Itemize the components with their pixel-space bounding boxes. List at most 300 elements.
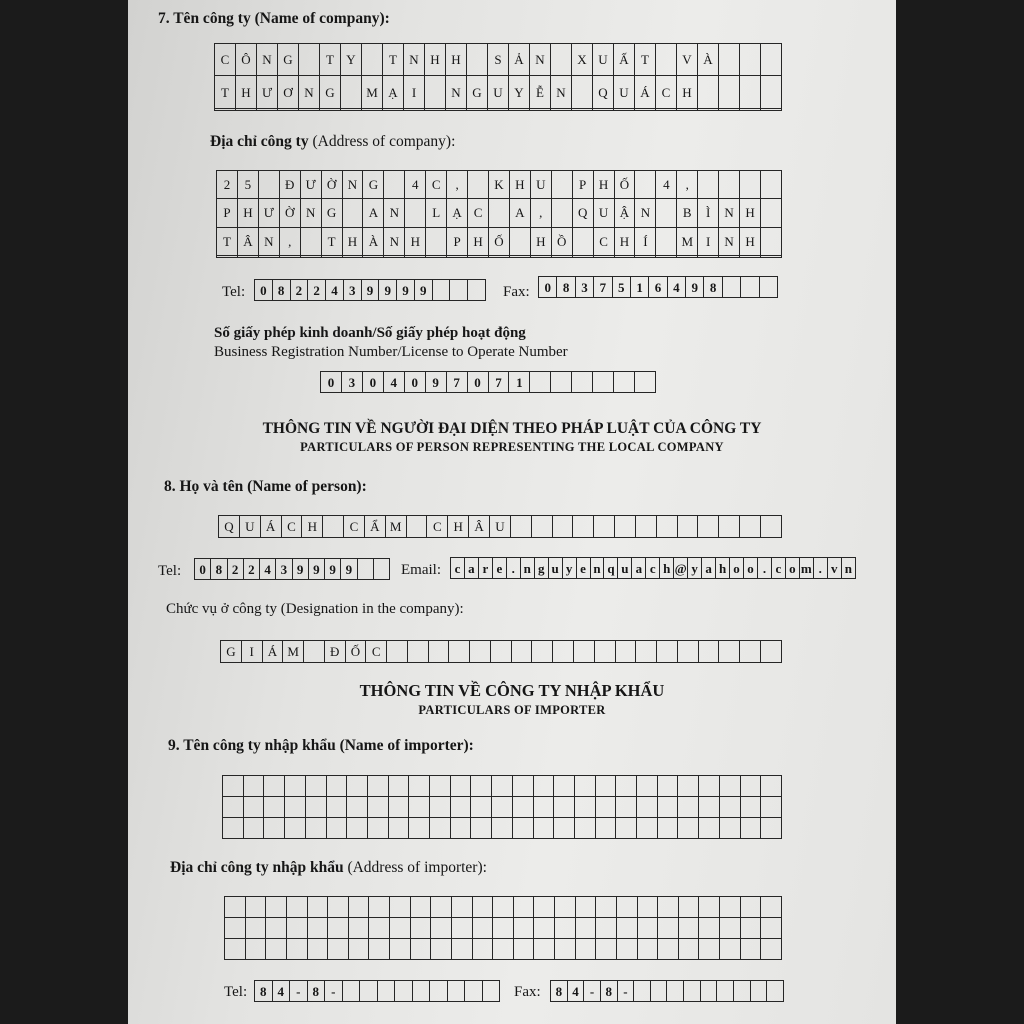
char-box — [740, 797, 761, 818]
char-box: c — [771, 558, 785, 579]
char-box — [572, 108, 593, 110]
char-box — [243, 818, 264, 839]
char-box — [635, 255, 656, 257]
char-box: H — [677, 76, 698, 108]
char-box — [658, 939, 679, 960]
char-box: N — [551, 76, 572, 108]
char-box — [488, 255, 509, 257]
grid-row — [321, 372, 656, 393]
char-box: v — [827, 558, 841, 579]
grid-row — [217, 171, 782, 199]
char-box — [532, 641, 553, 663]
char-box — [492, 818, 513, 839]
char-box — [410, 897, 431, 918]
char-box: T — [320, 44, 341, 76]
char-box — [348, 918, 369, 939]
license-number-boxes — [320, 371, 656, 393]
char-box: 4 — [326, 280, 344, 301]
char-box — [217, 255, 238, 257]
char-box — [555, 939, 576, 960]
char-box: Ố — [345, 641, 366, 663]
char-box — [593, 255, 614, 257]
char-box — [572, 227, 593, 255]
char-box: G — [278, 44, 299, 76]
char-box — [509, 255, 530, 257]
char-box — [596, 939, 617, 960]
char-box: Ô — [236, 44, 257, 76]
char-box: H — [448, 516, 469, 538]
char-box — [761, 897, 782, 918]
char-box: H — [530, 227, 551, 255]
char-box: N — [342, 171, 363, 199]
char-box: 8 — [211, 559, 227, 580]
grid-row — [195, 559, 390, 580]
char-box: 4 — [383, 372, 404, 393]
char-box — [657, 818, 678, 839]
char-box — [634, 981, 651, 1002]
char-box — [740, 897, 761, 918]
char-box — [409, 818, 430, 839]
char-box — [554, 797, 575, 818]
char-box — [395, 981, 413, 1002]
char-box — [390, 897, 411, 918]
char-box — [450, 776, 471, 797]
char-box: T — [383, 44, 404, 76]
char-box — [551, 255, 572, 257]
char-box — [258, 171, 279, 199]
char-box — [492, 776, 513, 797]
char-box — [388, 776, 409, 797]
char-box — [490, 641, 511, 663]
char-box — [223, 776, 244, 797]
char-box — [699, 939, 720, 960]
char-box: C — [366, 641, 387, 663]
char-box — [551, 44, 572, 76]
char-box — [760, 227, 781, 255]
char-box — [684, 981, 701, 1002]
char-box — [637, 897, 658, 918]
char-box: 8 — [272, 280, 290, 301]
char-box — [387, 641, 408, 663]
grid-row — [451, 558, 856, 579]
char-box — [761, 76, 782, 108]
grid-row — [255, 981, 500, 1002]
char-box — [245, 918, 266, 939]
char-box — [513, 939, 534, 960]
char-box — [468, 171, 489, 199]
char-box — [488, 199, 509, 227]
company-address-label: Địa chỉ công ty (Address of company): — [210, 133, 456, 150]
char-box — [305, 797, 326, 818]
company-address-grid — [216, 170, 782, 258]
char-box — [236, 108, 257, 110]
char-box: L — [426, 199, 447, 227]
char-box — [614, 108, 635, 110]
char-box — [596, 918, 617, 939]
char-box — [656, 516, 677, 538]
char-box — [572, 255, 593, 257]
char-box: 0 — [255, 280, 273, 301]
company-tel-boxes — [254, 279, 486, 301]
char-box — [348, 897, 369, 918]
char-box: G — [321, 199, 342, 227]
char-box — [432, 280, 450, 301]
grid-row — [225, 918, 782, 939]
char-box — [468, 280, 486, 301]
grid-row — [217, 227, 782, 255]
char-box — [635, 171, 656, 199]
char-box — [384, 171, 405, 199]
person-email-label: Email: — [401, 562, 441, 578]
char-box: 3 — [343, 280, 361, 301]
char-box: X — [572, 44, 593, 76]
char-box — [307, 897, 328, 918]
char-box: 2 — [308, 280, 326, 301]
char-box — [637, 918, 658, 939]
char-box — [258, 255, 279, 257]
char-box — [341, 108, 362, 110]
char-box: 5 — [612, 277, 630, 298]
grid-row — [225, 939, 782, 960]
char-box — [574, 641, 595, 663]
char-box: Ư — [258, 199, 279, 227]
char-box: M — [283, 641, 304, 663]
char-box — [410, 939, 431, 960]
char-box — [299, 108, 320, 110]
char-box: B — [677, 199, 698, 227]
char-box — [223, 818, 244, 839]
char-box: T — [321, 227, 342, 255]
char-box — [362, 108, 383, 110]
char-box: P — [447, 227, 468, 255]
char-box — [342, 981, 360, 1002]
char-box — [595, 776, 616, 797]
char-box: Ạ — [383, 76, 404, 108]
char-box: I — [698, 227, 719, 255]
char-box — [512, 818, 533, 839]
char-box — [572, 76, 593, 108]
char-box — [425, 108, 446, 110]
char-box — [342, 255, 363, 257]
char-box: u — [548, 558, 562, 579]
section-7-label: 7. Tên công ty (Name of company): — [158, 10, 390, 27]
char-box — [575, 918, 596, 939]
char-box: Ờ — [321, 171, 342, 199]
grid-row — [217, 199, 782, 227]
char-box — [656, 108, 677, 110]
char-box — [472, 897, 493, 918]
char-box — [326, 797, 347, 818]
importer-heading: THÔNG TIN VỀ CÔNG TY NHẬP KHẨU — [359, 681, 665, 700]
char-box — [740, 108, 761, 110]
char-box: U — [593, 199, 614, 227]
char-box — [717, 981, 734, 1002]
char-box — [637, 939, 658, 960]
char-box — [431, 939, 452, 960]
char-box — [761, 818, 782, 839]
char-box — [719, 818, 740, 839]
char-box — [533, 776, 554, 797]
char-box: 8 — [255, 981, 273, 1002]
char-box — [513, 897, 534, 918]
char-box — [699, 818, 720, 839]
char-box — [698, 641, 719, 663]
char-box: u — [618, 558, 632, 579]
char-box: 0 — [321, 372, 342, 393]
char-box — [530, 108, 551, 110]
char-box: N — [635, 199, 656, 227]
char-box — [426, 227, 447, 255]
char-box — [699, 776, 720, 797]
char-box — [574, 818, 595, 839]
grid-row — [223, 776, 782, 797]
char-box: C — [468, 199, 489, 227]
char-box: H — [593, 171, 614, 199]
char-box: C — [427, 516, 448, 538]
char-box — [373, 559, 389, 580]
char-box — [698, 76, 719, 108]
char-box — [656, 255, 677, 257]
char-box: U — [488, 76, 509, 108]
char-box — [740, 44, 761, 76]
char-box — [450, 280, 468, 301]
char-box — [320, 108, 341, 110]
char-box: Đ — [324, 641, 345, 663]
char-box: G — [320, 76, 341, 108]
grid-row — [551, 981, 784, 1002]
char-box — [740, 76, 761, 108]
char-box — [700, 981, 717, 1002]
importer-tel-boxes — [254, 980, 500, 1002]
char-box: . — [757, 558, 771, 579]
char-box — [384, 255, 405, 257]
char-box — [552, 516, 573, 538]
char-box — [699, 918, 720, 939]
char-box — [513, 918, 534, 939]
char-box — [554, 776, 575, 797]
char-box — [357, 559, 373, 580]
char-box: Ố — [614, 171, 635, 199]
char-box — [388, 797, 409, 818]
char-box — [390, 918, 411, 939]
license-label-vi: Số giấy phép kinh doanh/Số giấy phép hoạt động — [214, 325, 526, 341]
char-box — [428, 641, 449, 663]
char-box — [488, 108, 509, 110]
char-box — [225, 939, 246, 960]
char-box: A — [363, 199, 384, 227]
char-box — [740, 255, 761, 257]
license-label-en: Business Registration Number/License to Operate Number — [214, 344, 568, 360]
char-box — [533, 797, 554, 818]
char-box: e — [492, 558, 506, 579]
char-box: N — [719, 199, 740, 227]
char-box: H — [405, 227, 426, 255]
char-box: a — [632, 558, 646, 579]
char-box: g — [534, 558, 548, 579]
char-box — [595, 818, 616, 839]
char-box: h — [660, 558, 674, 579]
char-box: y — [562, 558, 576, 579]
char-box: 1 — [630, 277, 648, 298]
char-box: 3 — [276, 559, 292, 580]
char-box: Ư — [300, 171, 321, 199]
char-box — [472, 939, 493, 960]
char-box — [245, 897, 266, 918]
char-box — [451, 918, 472, 939]
char-box — [237, 255, 258, 257]
char-box — [431, 918, 452, 939]
char-box — [278, 108, 299, 110]
char-box — [678, 918, 699, 939]
char-box — [449, 641, 470, 663]
char-box — [363, 255, 384, 257]
company-fax-boxes — [538, 276, 778, 298]
char-box: Q — [593, 76, 614, 108]
char-box: U — [239, 516, 260, 538]
char-box: 9 — [325, 559, 341, 580]
char-box — [667, 981, 684, 1002]
char-box — [264, 818, 285, 839]
char-box — [430, 981, 448, 1002]
char-box — [699, 897, 720, 918]
char-box: M — [385, 516, 406, 538]
char-box — [266, 918, 287, 939]
char-box: N — [404, 44, 425, 76]
char-box — [740, 776, 761, 797]
char-box: Ấ — [614, 44, 635, 76]
section-8-label: 8. Họ và tên (Name of person): — [164, 478, 367, 495]
char-box: . — [813, 558, 827, 579]
char-box — [412, 981, 430, 1002]
char-box — [328, 939, 349, 960]
char-box: Y — [341, 44, 362, 76]
char-box — [285, 776, 306, 797]
char-box — [299, 44, 320, 76]
char-box — [493, 897, 514, 918]
company-tel-label: Tel: — [222, 284, 246, 300]
char-box: H — [614, 227, 635, 255]
char-box — [761, 939, 782, 960]
char-box: Ố — [488, 227, 509, 255]
char-box: . — [506, 558, 520, 579]
char-box — [719, 108, 740, 110]
char-box: c — [451, 558, 465, 579]
char-box: P — [217, 199, 238, 227]
char-box — [555, 918, 576, 939]
char-box — [650, 981, 667, 1002]
char-box: C — [215, 44, 236, 76]
char-box: N — [257, 44, 278, 76]
char-box — [555, 897, 576, 918]
char-box — [593, 372, 614, 393]
char-box: , — [279, 227, 300, 255]
char-box — [492, 797, 513, 818]
char-box: N — [300, 199, 321, 227]
char-box — [465, 981, 483, 1002]
char-box: A — [509, 199, 530, 227]
char-box: N — [299, 76, 320, 108]
char-box — [405, 199, 426, 227]
char-box — [616, 818, 637, 839]
char-box: @ — [674, 558, 688, 579]
char-box — [404, 108, 425, 110]
char-box — [656, 199, 677, 227]
char-box: 4 — [667, 277, 685, 298]
char-box: M — [677, 227, 698, 255]
grid-row — [219, 516, 782, 538]
char-box — [551, 108, 572, 110]
char-box — [657, 797, 678, 818]
char-box: 7 — [594, 277, 612, 298]
char-box — [572, 372, 593, 393]
char-box: 0 — [539, 277, 557, 298]
char-box — [719, 516, 740, 538]
char-box: N — [446, 76, 467, 108]
importer-fax-label: Fax: — [514, 984, 541, 1000]
char-box — [658, 897, 679, 918]
char-box: I — [241, 641, 262, 663]
char-box — [493, 918, 514, 939]
char-box: o — [730, 558, 744, 579]
char-box: G — [363, 171, 384, 199]
char-box: H — [236, 76, 257, 108]
importer-address-label: Địa chỉ công ty nhập khẩu (Address of importer): — [170, 859, 487, 876]
char-box — [305, 818, 326, 839]
char-box — [304, 641, 325, 663]
char-box — [596, 897, 617, 918]
char-box — [266, 939, 287, 960]
company-name-grid — [214, 43, 782, 111]
char-box — [342, 199, 363, 227]
char-box — [512, 797, 533, 818]
char-box: a — [702, 558, 716, 579]
char-box: , — [530, 199, 551, 227]
char-box: N — [719, 227, 740, 255]
char-box — [720, 918, 741, 939]
char-box: 4 — [567, 981, 584, 1002]
char-box — [286, 939, 307, 960]
char-box — [677, 108, 698, 110]
char-box — [656, 227, 677, 255]
char-box: C — [426, 171, 447, 199]
char-box: Ồ — [551, 227, 572, 255]
char-box: U — [489, 516, 510, 538]
char-box: H — [740, 199, 761, 227]
char-box — [426, 255, 447, 257]
importer-tel-label: Tel: — [224, 984, 248, 1000]
char-box — [719, 776, 740, 797]
char-box — [450, 818, 471, 839]
char-box — [410, 918, 431, 939]
char-box — [450, 797, 471, 818]
char-box — [425, 76, 446, 108]
char-box: 9 — [292, 559, 308, 580]
char-box — [430, 797, 451, 818]
char-box — [614, 372, 635, 393]
char-box — [409, 797, 430, 818]
person-email-boxes — [450, 557, 856, 579]
char-box — [760, 199, 781, 227]
char-box — [243, 776, 264, 797]
char-box: 2 — [243, 559, 259, 580]
char-box: Ả — [509, 44, 530, 76]
char-box: C — [593, 227, 614, 255]
char-box: , — [447, 171, 468, 199]
char-box: h — [716, 558, 730, 579]
char-box — [740, 171, 761, 199]
char-box: 9 — [425, 372, 446, 393]
char-box — [719, 76, 740, 108]
